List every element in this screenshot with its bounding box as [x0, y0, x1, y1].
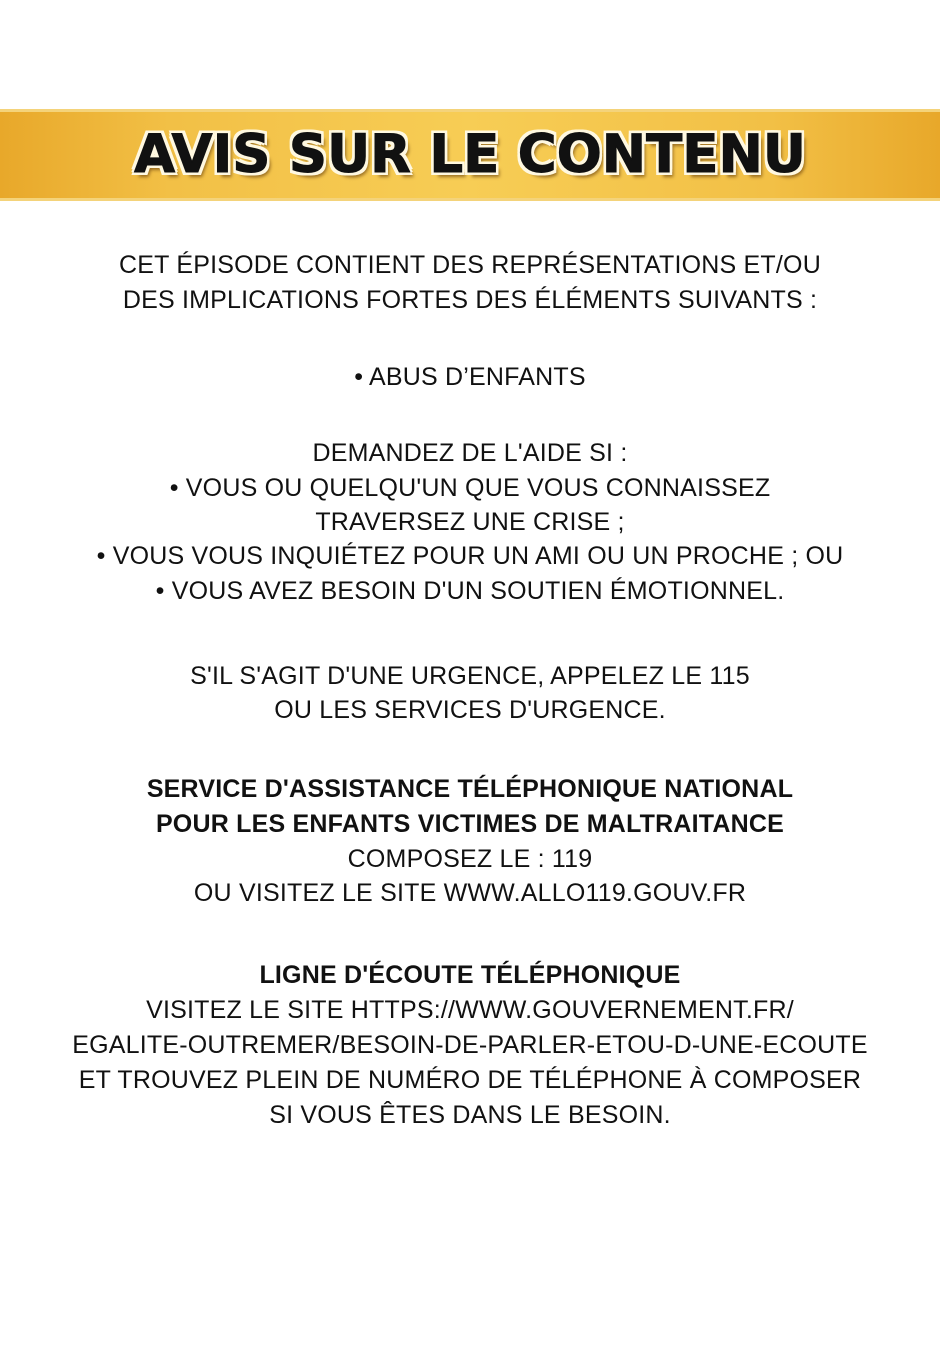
emergency-line-1: S'IL S'AGIT D'UNE URGENCE, APPELEZ LE 115	[190, 662, 750, 690]
listening-line-4: SI VOUS ÊTES DANS LE BESOIN.	[269, 1101, 671, 1129]
listening-line-3: ET TROUVEZ PLEIN DE NUMÉRO DE TÉLÉPHONE À COMPOSER	[78, 1066, 862, 1094]
child-hotline-website: OU VISITEZ LE SITE WWW.ALLO119.GOUV.FR	[193, 879, 747, 907]
help-line-2: TRAVERSEZ UNE CRISE ;	[315, 508, 625, 536]
help-line-1: • VOUS OU QUELQU'UN QUE VOUS CONNAISSEZ	[169, 474, 771, 502]
listening-line-2: EGALITE-OUTREMER/BESOIN-DE-PARLER-ETOU-D-UNE-ECOUTE	[72, 1031, 868, 1059]
header-banner	[0, 109, 940, 201]
help-line-4: • VOUS AVEZ BESOIN D'UN SOUTIEN ÉMOTIONNEL.	[155, 577, 785, 605]
child-hotline-phone: COMPOSEZ LE : 119	[347, 845, 593, 873]
listening-line-1: VISITEZ LE SITE HTTPS://WWW.GOUVERNEMENT.FR/	[146, 996, 794, 1024]
help-heading: DEMANDEZ DE L'AIDE SI :	[312, 439, 628, 467]
intro-line-2: DES IMPLICATIONS FORTES DES ÉLÉMENTS SUIVANTS :	[122, 286, 818, 314]
child-hotline-title-1: SERVICE D'ASSISTANCE TÉLÉPHONIQUE NATIONAL	[146, 775, 794, 803]
help-line-3: • VOUS VOUS INQUIÉTEZ POUR UN AMI OU UN PROCHE ; OU	[96, 542, 844, 570]
child-hotline-title-2: POUR LES ENFANTS VICTIMES DE MALTRAITANCE	[155, 810, 785, 838]
emergency-line-2: OU LES SERVICES D'URGENCE.	[274, 696, 666, 724]
listening-line-title: LIGNE D'ÉCOUTE TÉLÉPHONIQUE	[259, 961, 681, 989]
warning-item: • ABUS D’ENFANTS	[354, 363, 586, 391]
page-title: AVIS SUR LE CONTENU	[134, 124, 806, 185]
intro-line-1: CET ÉPISODE CONTIENT DES REPRÉSENTATIONS ET/OU	[119, 251, 821, 279]
